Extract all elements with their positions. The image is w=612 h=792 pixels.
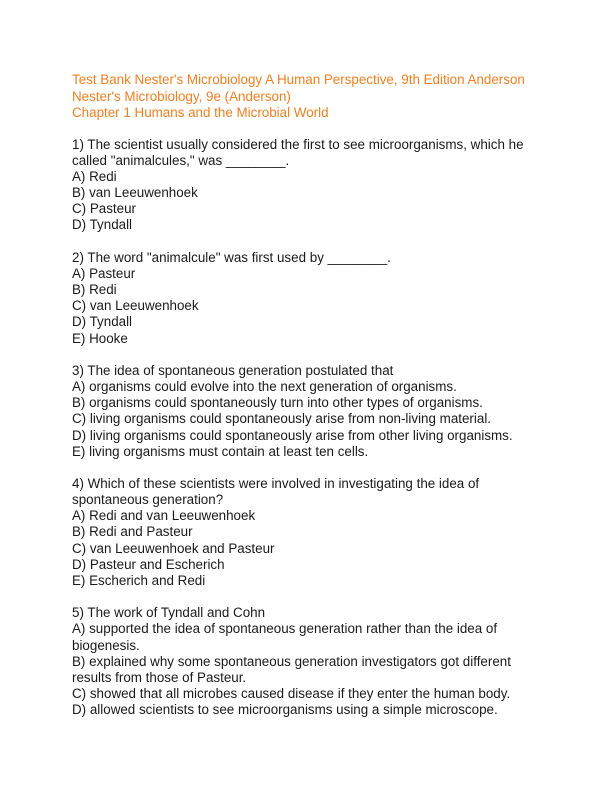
test-bank-title: Test Bank Nester's Microbiology A Human Perspective, 9th Edition Anderson	[72, 72, 525, 87]
question-5	[72, 605, 552, 718]
question-4-option-c: C) van Leeuwenhoek and Pasteur	[72, 540, 275, 556]
question-2	[72, 250, 552, 347]
question-1-option-d: D) Tyndall	[72, 217, 133, 233]
question-2-option-b: B) Redi	[72, 282, 117, 298]
chapter-title: Chapter 1 Humans and the Microbial World	[72, 105, 329, 120]
question-3	[72, 363, 552, 460]
question-1-option-b: B) van Leeuwenhoek	[72, 185, 198, 201]
question-1	[72, 137, 552, 234]
question-4-option-b: B) Redi and Pasteur	[72, 524, 193, 540]
question-3-option-b: B) organisms could spontaneously turn into other types of organisms.	[72, 395, 483, 411]
question-5-option-a: A) supported the idea of spontaneous generation rather than the idea of biogenesis.	[72, 621, 498, 653]
question-1-option-a: A) Redi	[72, 169, 117, 185]
question-2-option-d: D) Tyndall	[72, 314, 133, 330]
question-2-option-c: C) van Leeuwenhoek	[72, 298, 199, 314]
book-title: Nester's Microbiology, 9e (Anderson)	[72, 88, 291, 104]
question-3-option-a: A) organisms could evolve into the next generation of organisms.	[72, 379, 457, 395]
question-list	[72, 137, 552, 735]
question-2-option-a: A) Pasteur	[72, 266, 136, 282]
question-5-text: 5) The work of Tyndall and Cohn	[72, 605, 266, 621]
question-3-option-e: E) living organisms must contain at least ten cells.	[72, 443, 369, 459]
question-2-option-e: E) Hooke	[72, 330, 128, 346]
question-1-text: 1) The scientist usually considered the first to see microorganisms, which he called "animalcules," was ________.	[72, 137, 524, 169]
question-3-text: 3) The idea of spontaneous generation postulated that	[72, 363, 394, 379]
question-2-text: 2) The word "animalcule" was first used by ________.	[72, 250, 391, 266]
question-4-option-e: E) Escherich and Redi	[72, 572, 206, 588]
question-4-text: 4) Which of these scientists were involved in investigating the idea of spontaneous generation?	[72, 476, 480, 508]
question-5-option-c: C) showed that all microbes caused disease if they enter the human body.	[72, 685, 511, 701]
question-5-option-b: B) explained why some spontaneous generation investigators got different results from those of Pasteur.	[72, 653, 511, 685]
question-3-option-c: C) living organisms could spontaneously arise from non-living material.	[72, 411, 492, 427]
question-1-option-c: C) Pasteur	[72, 201, 136, 217]
document-header	[72, 72, 552, 122]
question-5-option-d: D) allowed scientists to see microorganisms using a simple microscope.	[72, 701, 498, 717]
question-4-option-a: A) Redi and van Leeuwenhoek	[72, 508, 256, 524]
question-4	[72, 476, 552, 589]
question-3-option-d: D) living organisms could spontaneously arise from other living organisms.	[72, 427, 513, 443]
question-4-option-d: D) Pasteur and Escherich	[72, 556, 225, 572]
